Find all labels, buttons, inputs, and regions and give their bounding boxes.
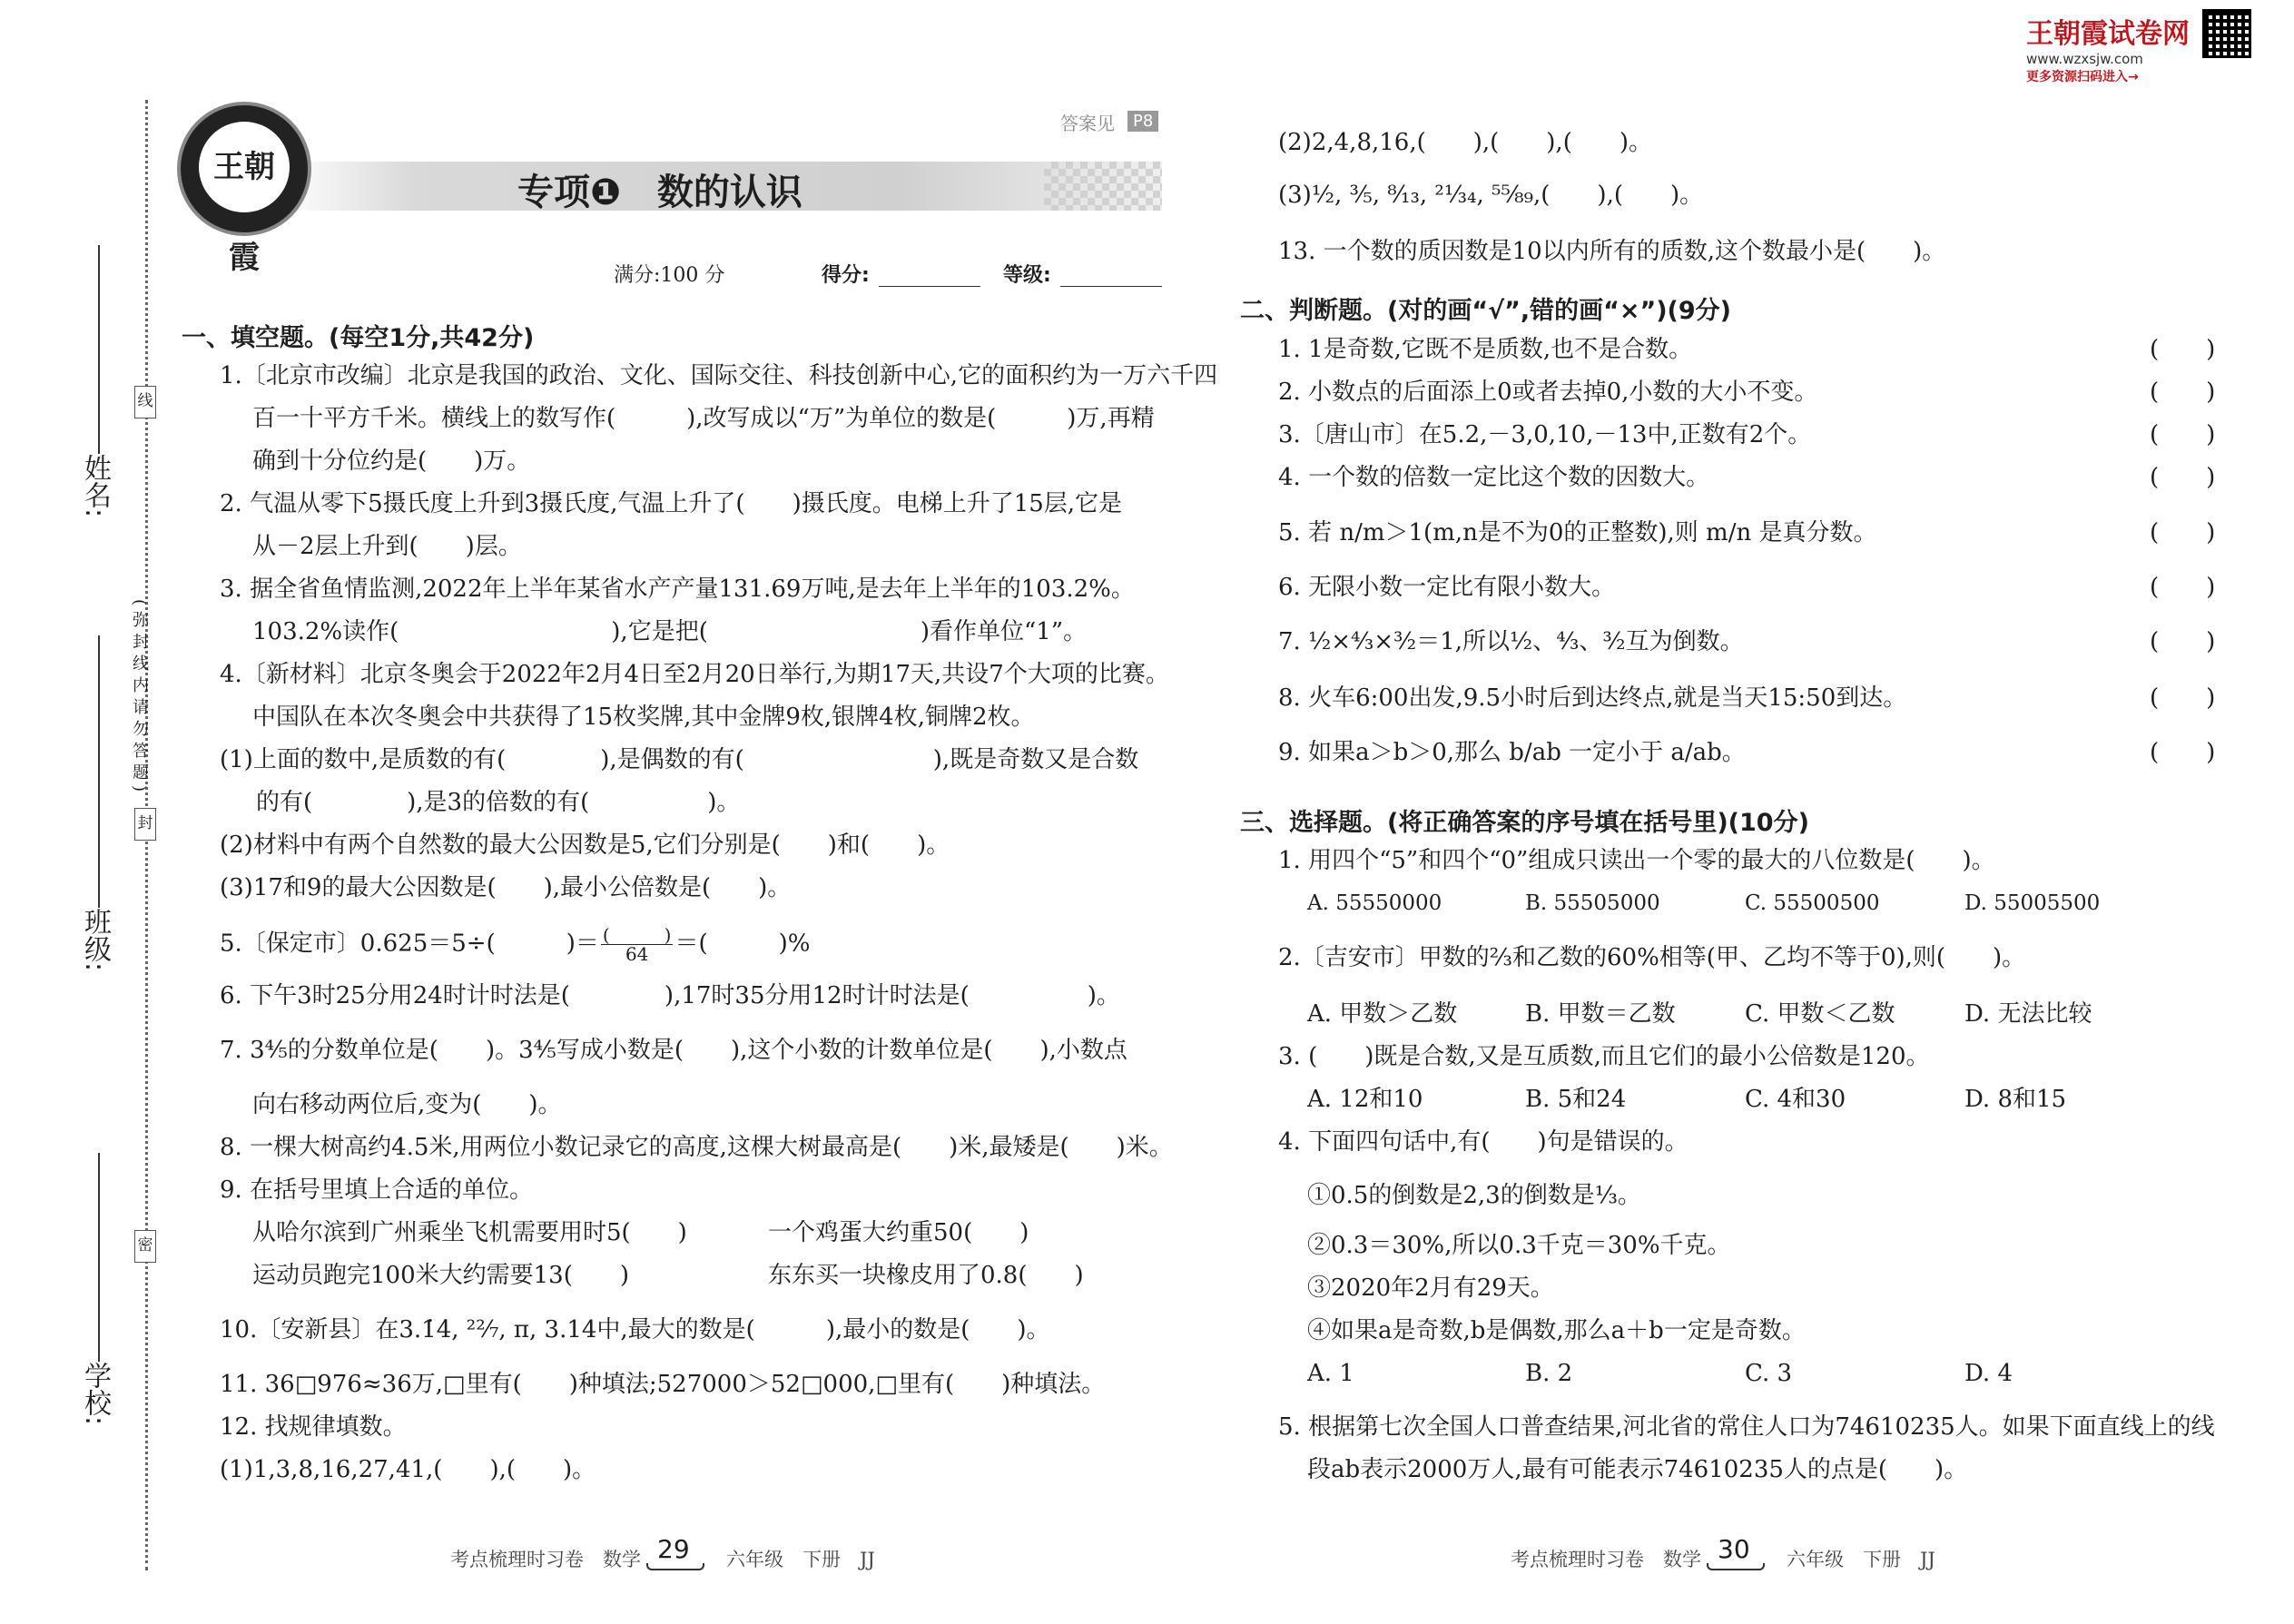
choice-4-a: A. 1 (1307, 1360, 1354, 1387)
q5-tail: ＝( )% (674, 930, 811, 958)
seal-note: (弥封线内请勿答题) (130, 599, 149, 798)
footer-right-page: 30 (1718, 1534, 1750, 1564)
choice-2-b: B. 甲数＝乙数 (1525, 1000, 1676, 1028)
brand-slogan: 更多资源扫码进入→ (2026, 70, 2139, 84)
q11: 11. 36□976≈36万,□里有( )种填法;527000＞52□000,□里有( )种填法。 (220, 1371, 1106, 1398)
choice-4-c: C. 3 (1745, 1360, 1793, 1387)
name-label: 姓名: (79, 454, 111, 518)
q9-a: 从哈尔滨到广州乘坐飞机需要用时5( ) (252, 1219, 687, 1246)
footer-right-grade: 六年级 下册 JJ (1787, 1549, 1935, 1570)
judge-answer-1[interactable]: ( ) (2150, 336, 2216, 363)
choice-4-s2: ②0.3＝30%,所以0.3千克＝30%千克。 (1307, 1232, 1731, 1259)
q3-line1: 3. 据全省鱼情监测,2022年上半年某省水产产量131.69万吨,是去年上半年的103.2%。 (220, 576, 1135, 603)
footer-left-grade: 六年级 下册 JJ (726, 1549, 875, 1570)
footer-right-bracket (1707, 1563, 1765, 1570)
q4-3: (3)17和9的最大公因数是( ),最小公倍数是( )。 (220, 874, 792, 901)
q2-line1: 2. 气温从零下5摄氏度上升到3摄氏度,气温上升了( )摄氏度。电梯上升了15层,它是 (220, 490, 1123, 517)
judge-answer-8[interactable]: ( ) (2150, 684, 2216, 712)
judge-answer-2[interactable]: ( ) (2150, 379, 2216, 406)
choice-1-a: A. 55550000 (1307, 891, 1442, 915)
q1-line2: 百一十平方千米。横线上的数写作( ),改写成以“万”为单位的数是( )万,再精 (252, 405, 1155, 432)
name-blank (98, 245, 100, 454)
grade-label: 等级: (1003, 264, 1051, 287)
q12-1: (1)1,3,8,16,27,41,( ),( )。 (220, 1456, 596, 1483)
q4-2: (2)材料中有两个自然数的最大公因数是5,它们分别是( )和( )。 (220, 832, 950, 859)
score-label: 得分: (822, 264, 870, 287)
choice-4-s1: ①0.5的倒数是2,3的倒数是⅓。 (1307, 1182, 1641, 1209)
judge-5: 5. 若 n/m＞1(m,n是不为0的正整数),则 m/n 是真分数。 (1278, 519, 1877, 546)
choice-4-b: B. 2 (1525, 1360, 1573, 1387)
footer-left-page: 29 (657, 1534, 690, 1564)
q6: 6. 下午3时25分用24时计时法是( ),17时35分用12时计时法是( )。 (220, 982, 1120, 1009)
footer-left-text: 考点梳理时习卷 数学 (450, 1549, 641, 1570)
judge-8: 8. 火车6:00出发,9.5小时后到达终点,就是当天15:50到达。 (1278, 684, 1907, 712)
brand-badge (177, 102, 311, 276)
school-blank (98, 1153, 100, 1362)
q12-2: (2)2,4,8,16,( ),( ),( )。 (1278, 129, 1652, 156)
q4-1-line2: 的有( ),是3的倍数的有( )。 (256, 789, 741, 816)
choice-1-d: D. 55005500 (1964, 891, 2101, 915)
answer-page: P8 (1127, 111, 1158, 132)
answer-ref: 答案见 (1060, 113, 1115, 134)
q2-line2: 从－2层上升到( )层。 (252, 533, 522, 560)
judge-2: 2. 小数点的后面添上0或者去掉0,小数的大小不变。 (1278, 379, 1818, 406)
q9: 9. 在括号里填上合适的单位。 (220, 1176, 534, 1204)
q5-denominator: 64 (625, 943, 649, 965)
choice-4-s3: ③2020年2月有29天。 (1307, 1275, 1554, 1302)
q7-line2: 向右移动两位后,变为( )。 (252, 1091, 562, 1118)
choice-2-a: A. 甲数＞乙数 (1307, 1000, 1458, 1028)
choice-3-d: D. 8和15 (1964, 1086, 2067, 1113)
judge-answer-3[interactable]: ( ) (2150, 421, 2216, 448)
brand-name: 王朝霞试卷网 (2026, 18, 2190, 50)
page-title: 专项❶ 数的认识 (517, 172, 802, 213)
margin-line-box: 线 (134, 386, 156, 418)
grade-blank[interactable] (1060, 286, 1162, 287)
qr-code-icon (2202, 9, 2251, 58)
judge-9: 9. 如果a＞b＞0,那么 b/ab 一定小于 a/ab。 (1278, 739, 1746, 766)
title-pattern (1044, 162, 1162, 211)
judge-answer-9[interactable]: ( ) (2150, 739, 2216, 766)
q3-line2: 103.2%读作( ),它是把( )看作单位“1”。 (252, 618, 1088, 645)
judge-1: 1. 1是奇数,它既不是质数,也不是合数。 (1278, 336, 1693, 363)
choice-4: 4. 下面四句话中,有( )句是错误的。 (1278, 1128, 1689, 1156)
judge-answer-5[interactable]: ( ) (2150, 519, 2216, 546)
section-judge: 二、判断题。(对的画“√”,错的画“×”)(9分) (1240, 297, 1732, 325)
choice-1: 1. 用四个“5”和四个“0”组成只读出一个零的最大的八位数是( )。 (1278, 847, 1995, 874)
judge-6: 6. 无限小数一定比有限小数大。 (1278, 574, 1616, 601)
class-blank (98, 635, 100, 908)
q9-b: 一个鸡蛋大约重50( ) (768, 1219, 1029, 1246)
q5-fraction: $\frac{( )}{64}$ (602, 924, 672, 965)
judge-answer-7[interactable]: ( ) (2150, 628, 2216, 655)
q1-line1: 1.〔北京市改编〕北京是我国的政治、文化、国际交往、科技创新中心,它的面积约为一万六千四 (220, 362, 1218, 389)
q10: 10.〔安新县〕在3.1̇4̇, ²²⁄₇, π, 3.14中,最大的数是( ),最小的数是( )。 (220, 1316, 1050, 1343)
choice-1-b: B. 55505000 (1525, 891, 1660, 915)
margin-dense-box: 密 (134, 1230, 156, 1263)
footer-left-bracket (646, 1563, 704, 1570)
choice-3-c: C. 4和30 (1745, 1086, 1846, 1113)
q1-line3: 确到十分位约是( )万。 (252, 448, 531, 475)
judge-3: 3.〔唐山市〕在5.2,－3,0,10,－13中,正数有2个。 (1278, 421, 1812, 448)
choice-5-line1: 5. 根据第七次全国人口普查结果,河北省的常住人口为74610235人。如果下面直线上的线 (1278, 1413, 2215, 1441)
q8: 8. 一棵大树高约4.5米,用两位小数记录它的高度,这棵大树最高是( )米,最矮是( )米。 (220, 1134, 1173, 1161)
q4-line1: 4.〔新材料〕北京冬奥会于2022年2月4日至2月20日举行,为期17天,共设7个大项的比赛。 (220, 661, 1169, 688)
section-choice: 三、选择题。(将正确答案的序号填在括号里)(10分) (1240, 809, 1809, 837)
judge-7: 7. ½×⁴⁄₃×³⁄₂＝1,所以½、⁴⁄₃、³⁄₂互为倒数。 (1278, 628, 1744, 655)
brand-url: www.wzxsjw.com (2026, 51, 2143, 67)
choice-2-c: C. 甲数＜乙数 (1745, 1000, 1895, 1028)
section-fill-blank: 一、填空题。(每空1分,共42分) (182, 324, 535, 352)
q4-1-line1: (1)上面的数中,是质数的有( ),是偶数的有( ),既是奇数又是合数 (220, 746, 1139, 773)
choice-2: 2.〔吉安市〕甲数的⅔和乙数的60%相等(甲、乙均不等于0),则( )。 (1278, 944, 2026, 971)
choice-4-d: D. 4 (1964, 1360, 2013, 1387)
choice-3: 3. ( )既是合数,又是互质数,而且它们的最小公倍数是120。 (1278, 1043, 1930, 1070)
q9-d: 东东买一块橡皮用了0.8( ) (768, 1262, 1084, 1289)
q7-line1: 7. 3⁴⁄₅的分数单位是( )。3⁴⁄₅写成小数是( ),这个小数的计数单位是( ),小数点 (220, 1037, 1127, 1064)
q5 (220, 926, 810, 963)
choice-5-line2: 段ab表示2000万人,最有可能表示74610235人的点是( )。 (1307, 1456, 1968, 1483)
footer-right-text: 考点梳理时习卷 数学 (1511, 1549, 1701, 1570)
score-blank[interactable] (879, 286, 980, 287)
full-score: 满分:100 分 (614, 264, 725, 287)
badge-text: 王朝霞 (199, 122, 290, 212)
q13: 13. 一个数的质因数是10以内所有的质数,这个数最小是( )。 (1278, 238, 1946, 265)
q12: 12. 找规律填数。 (220, 1413, 407, 1441)
choice-4-s4: ④如果a是奇数,b是偶数,那么a＋b一定是奇数。 (1307, 1317, 1806, 1344)
q4-line2: 中国队在本次冬奥会中共获得了15枚奖牌,其中金牌9枚,银牌4枚,铜牌2枚。 (252, 704, 1035, 731)
q5-text: 5.〔保定市〕0.625＝5÷( )＝ (220, 930, 599, 958)
choice-2-d: D. 无法比较 (1964, 1000, 2092, 1028)
choice-3-b: B. 5和24 (1525, 1086, 1627, 1113)
judge-4: 4. 一个数的倍数一定比这个数的因数大。 (1278, 464, 1710, 491)
class-label: 班级: (79, 908, 111, 972)
margin-seal-box: 封 (134, 808, 156, 841)
choice-3-a: A. 12和10 (1307, 1086, 1423, 1113)
q9-c: 运动员跑完100米大约需要13( ) (252, 1262, 629, 1289)
brand-logo (2026, 11, 2190, 85)
choice-1-c: C. 55500500 (1745, 891, 1880, 915)
school-label: 学校: (79, 1362, 111, 1426)
judge-answer-4[interactable]: ( ) (2150, 464, 2216, 491)
judge-answer-6[interactable]: ( ) (2150, 574, 2216, 601)
q12-3: (3)½, ³⁄₅, ⁸⁄₁₃, ²¹⁄₃₄, ⁵⁵⁄₈₉,( ),( )。 (1278, 182, 1704, 209)
